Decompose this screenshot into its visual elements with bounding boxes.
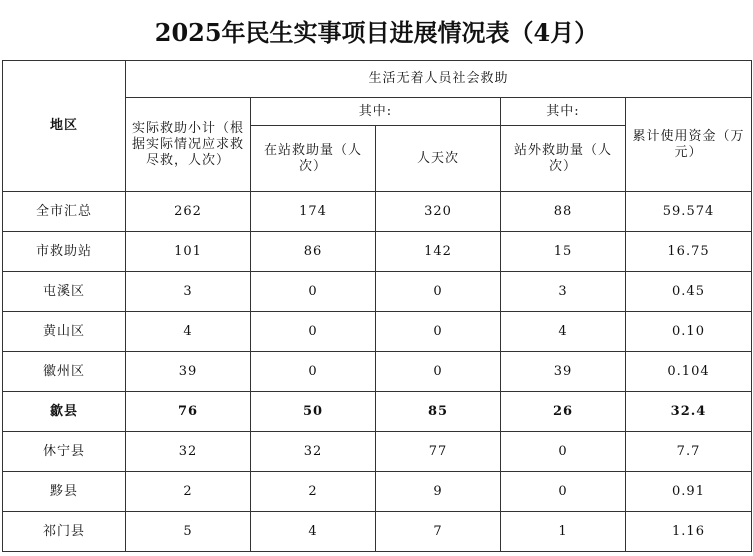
cell-in-station: 32 [251, 432, 376, 472]
cell-out-station: 3 [501, 272, 626, 312]
table-row [3, 232, 752, 272]
cell-person-days: 77 [376, 432, 501, 472]
cell-in-station: 0 [251, 272, 376, 312]
cell-in-station: 0 [251, 312, 376, 352]
header-sub-1: 其中: [251, 98, 501, 126]
cell-in-station: 0 [251, 352, 376, 392]
cell-region: 全市汇总 [3, 192, 126, 232]
cell-in-station: 174 [251, 192, 376, 232]
cell-subtotal: 4 [126, 312, 251, 352]
cell-region: 歙县 [3, 392, 126, 432]
cell-out-station: 15 [501, 232, 626, 272]
cell-out-station: 4 [501, 312, 626, 352]
table-row [3, 192, 752, 232]
cell-funds: 0.10 [626, 312, 752, 352]
cell-funds: 0.104 [626, 352, 752, 392]
cell-subtotal: 2 [126, 472, 251, 512]
cell-person-days: 85 [376, 392, 501, 432]
cell-subtotal: 262 [126, 192, 251, 232]
cell-person-days: 0 [376, 352, 501, 392]
cell-out-station: 39 [501, 352, 626, 392]
table-row [3, 432, 752, 472]
cell-funds: 16.75 [626, 232, 752, 272]
header-region: 地区 [3, 61, 126, 192]
header-funds: 累计使用资金（万元） [626, 98, 752, 192]
table-row [3, 392, 752, 432]
header-sub-2: 其中: [501, 98, 626, 126]
header-in-station: 在站救助量（人次） [251, 126, 376, 192]
cell-person-days: 7 [376, 512, 501, 552]
table-row [3, 312, 752, 352]
cell-person-days: 0 [376, 312, 501, 352]
table-row [3, 472, 752, 512]
header-group: 生活无着人员社会救助 [126, 61, 752, 98]
cell-person-days: 142 [376, 232, 501, 272]
cell-in-station: 4 [251, 512, 376, 552]
progress-table [2, 60, 752, 552]
cell-region: 屯溪区 [3, 272, 126, 312]
cell-out-station: 26 [501, 392, 626, 432]
table-row [3, 272, 752, 312]
cell-subtotal: 32 [126, 432, 251, 472]
cell-in-station: 86 [251, 232, 376, 272]
header-out-station: 站外救助量（人次） [501, 126, 626, 192]
cell-subtotal: 76 [126, 392, 251, 432]
cell-person-days: 9 [376, 472, 501, 512]
cell-funds: 32.4 [626, 392, 752, 432]
cell-region: 徽州区 [3, 352, 126, 392]
cell-out-station: 0 [501, 472, 626, 512]
cell-funds: 1.16 [626, 512, 752, 552]
cell-region: 市救助站 [3, 232, 126, 272]
cell-out-station: 0 [501, 432, 626, 472]
cell-out-station: 88 [501, 192, 626, 232]
cell-region: 黟县 [3, 472, 126, 512]
cell-region: 祁门县 [3, 512, 126, 552]
cell-person-days: 320 [376, 192, 501, 232]
cell-region: 黄山区 [3, 312, 126, 352]
cell-in-station: 50 [251, 392, 376, 432]
table-row [3, 352, 752, 392]
page-title: 2025年民生实事项目进展情况表（4月） [154, 17, 599, 47]
cell-funds: 7.7 [626, 432, 752, 472]
cell-subtotal: 3 [126, 272, 251, 312]
cell-in-station: 2 [251, 472, 376, 512]
cell-funds: 0.45 [626, 272, 752, 312]
cell-subtotal: 39 [126, 352, 251, 392]
cell-person-days: 0 [376, 272, 501, 312]
cell-out-station: 1 [501, 512, 626, 552]
cell-funds: 59.574 [626, 192, 752, 232]
cell-funds: 0.91 [626, 472, 752, 512]
cell-subtotal: 101 [126, 232, 251, 272]
header-subtotal: 实际救助小计（根据实际情况应求救尽救，人次） [126, 98, 251, 192]
table-row [3, 512, 752, 552]
header-person-days: 人天次 [376, 126, 501, 192]
cell-region: 休宁县 [3, 432, 126, 472]
cell-subtotal: 5 [126, 512, 251, 552]
